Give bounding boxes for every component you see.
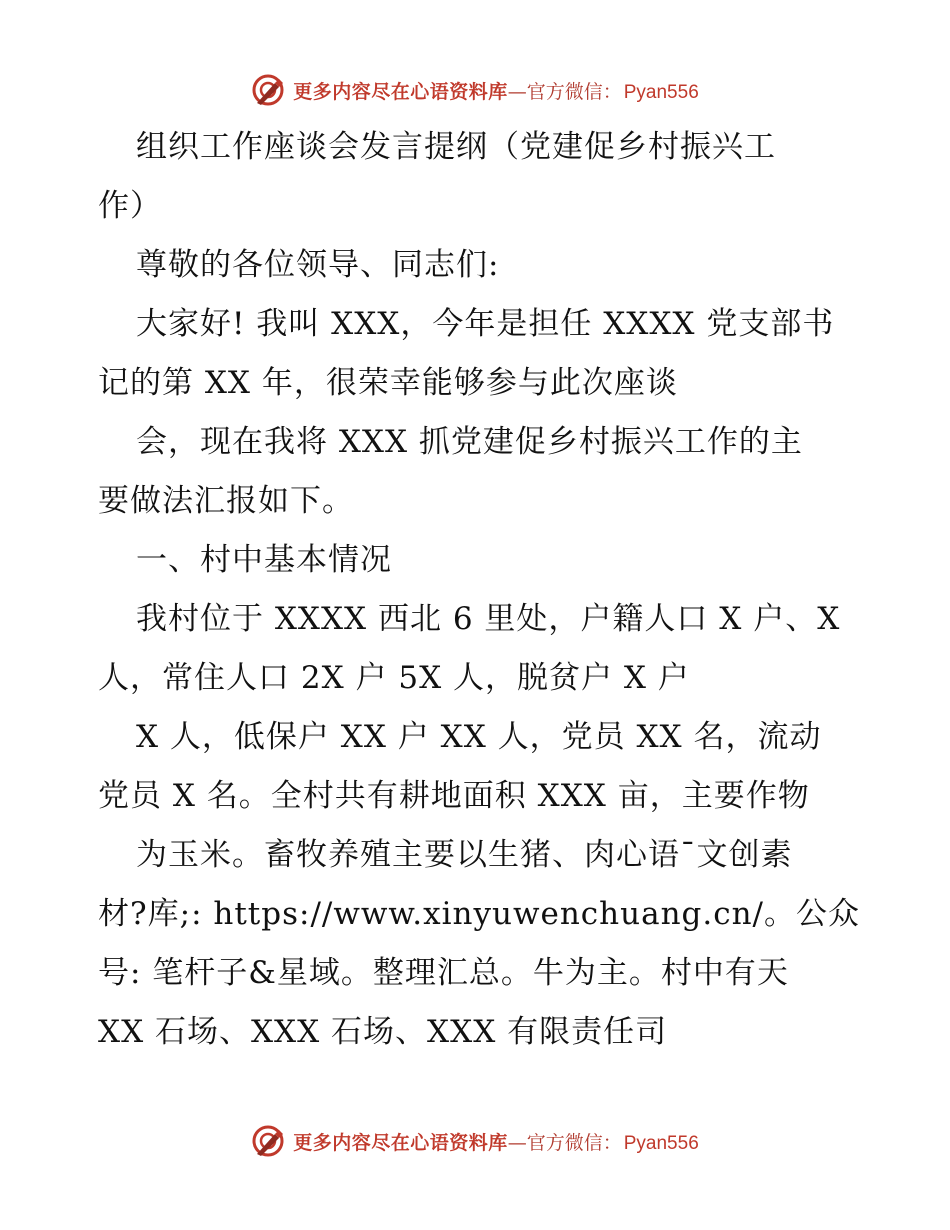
doc-line-6: 要做法汇报如下。 — [98, 483, 354, 519]
banner-text — [293, 77, 699, 104]
banner-title: 更多内容尽在心语资料库 — [293, 1131, 508, 1154]
banner-wechat-id: Pyan556 — [623, 1132, 699, 1154]
document-body — [98, 118, 861, 1062]
doc-line-12: 为玉米。畜牧养殖主要以生猪、肉心语¯文创素 — [136, 837, 793, 873]
banner-title: 更多内容尽在心语资料库 — [293, 80, 508, 103]
banner-wechat-label: 官方微信： — [526, 1131, 622, 1154]
banner-wechat-label: 官方微信： — [526, 80, 622, 103]
doc-line-9: 人，常住人口 2X 户 5X 人，脱贫户 X 户 — [98, 660, 690, 696]
doc-line-salutation: 尊敬的各位领导、同志们: — [136, 247, 500, 283]
doc-line-3: 大家好! 我叫 XXX，今年是担任 XXXX 党支部书 — [136, 306, 835, 342]
doc-line-13: 材?库;: https://www.xinyuwenchuang.cn/。公众 — [98, 896, 861, 932]
doc-line-11: 党员 X 名。全村共有耕地面积 XXX 亩，主要作物 — [98, 778, 810, 814]
pen-logo-icon — [251, 1124, 285, 1158]
doc-line-5: 会，现在我将 XXX 抓党建促乡村振兴工作的主 — [136, 424, 803, 460]
doc-line-8: 我村位于 XXXX 西北 6 里处，户籍人口 X 户、X — [136, 601, 841, 637]
doc-line-title-2: 作） — [98, 188, 162, 224]
footer-banner — [0, 1121, 950, 1161]
doc-line-10: X 人，低保户 XX 户 XX 人，党员 XX 名，流动 — [136, 719, 822, 755]
doc-line-4: 记的第 XX 年，很荣幸能够参与此次座谈 — [98, 365, 678, 401]
header-banner — [0, 70, 950, 110]
doc-section-heading: 一、村中基本情况 — [136, 542, 392, 578]
doc-line-15: XX 石场、XXX 石场、XXX 有限责任司 — [98, 1014, 668, 1050]
doc-line-title-1: 组织工作座谈会发言提纲（党建促乡村振兴工 — [136, 129, 776, 165]
banner-text — [293, 1128, 699, 1155]
banner-dash: — — [507, 1131, 527, 1154]
pen-logo-icon — [251, 73, 285, 107]
doc-line-14: 号: 笔杆子&星域。整理汇总。牛为主。村中有天 — [98, 955, 789, 991]
banner-wechat-id: Pyan556 — [623, 81, 699, 103]
banner-dash: — — [507, 80, 527, 103]
